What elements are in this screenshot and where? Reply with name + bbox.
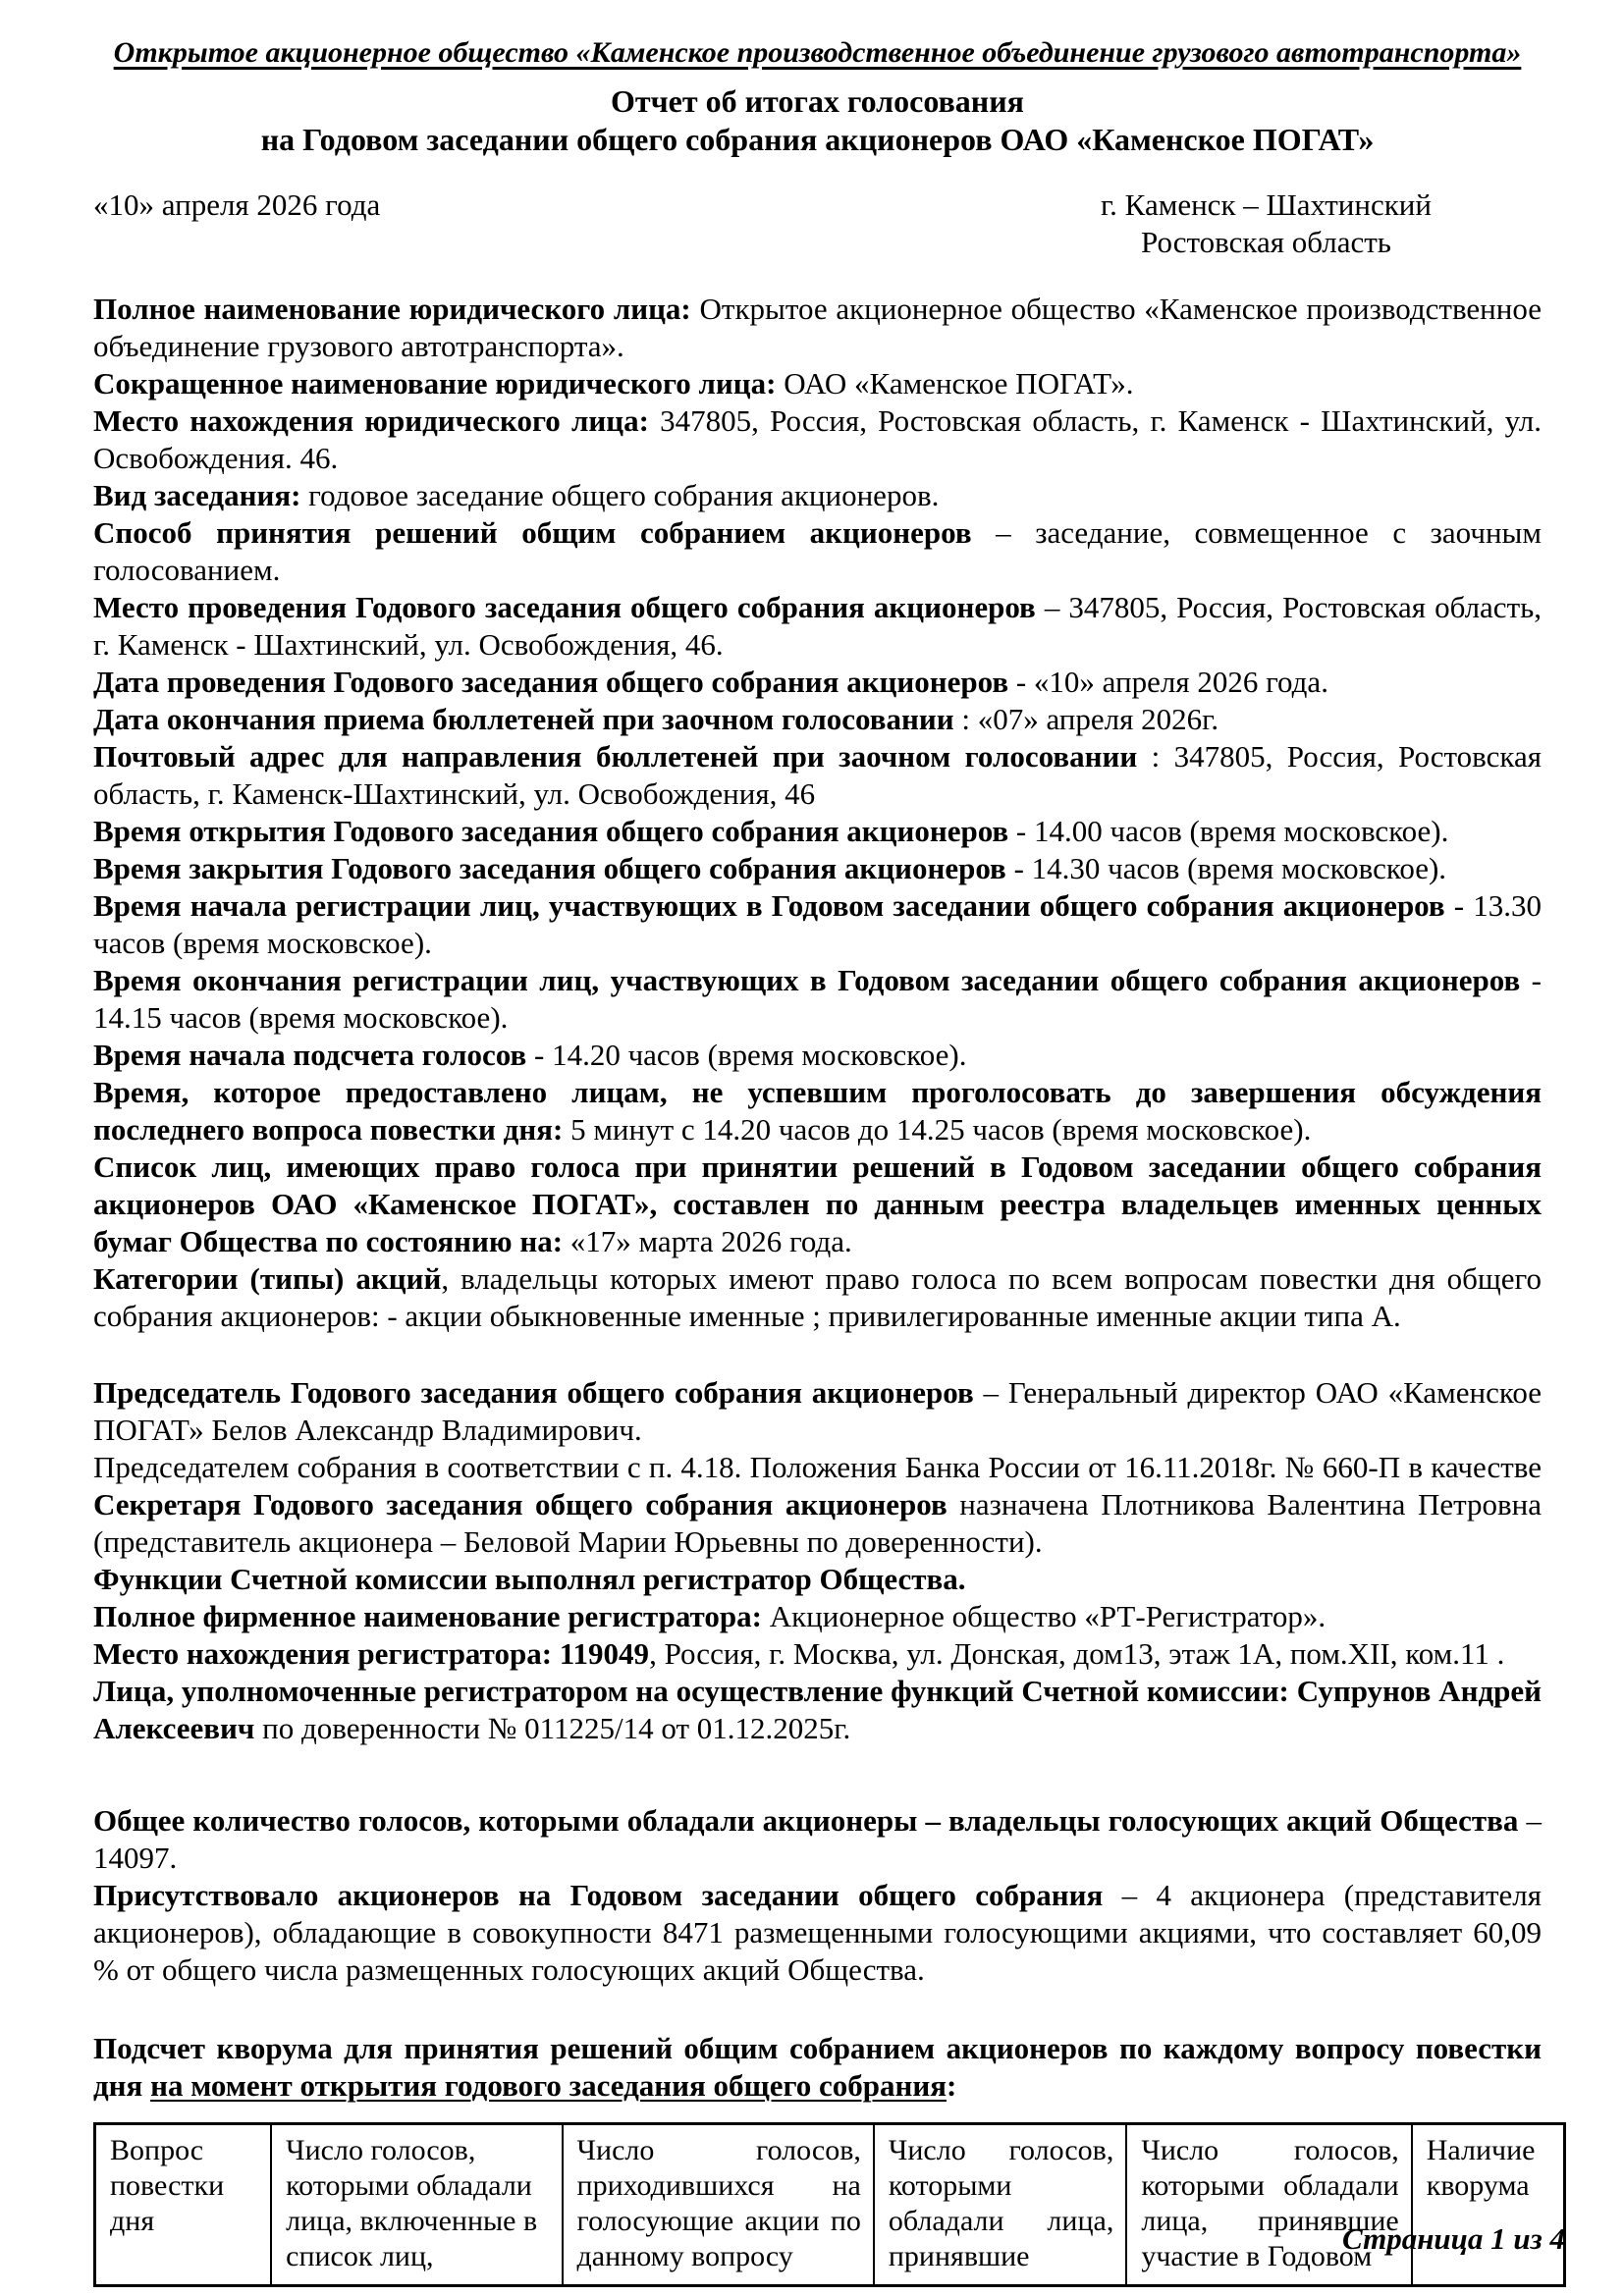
text-segment: Секретаря Годового заседания общего собрания акционеров bbox=[93, 1487, 947, 1522]
document-title-line2: на Годовом заседании общего собрания акционеров ОАО «Каменское ПОГАТ» bbox=[260, 122, 1375, 157]
paragraph bbox=[93, 477, 1542, 514]
text-segment: на момент открытия годового заседания общего собрания bbox=[150, 2068, 947, 2103]
paragraph bbox=[93, 589, 1542, 664]
text-segment: Общее количество голосов, которыми обладали акционеры – владельцы голосующих акций Общества bbox=[93, 1803, 1519, 1838]
document-org-header bbox=[93, 33, 1542, 73]
paragraph bbox=[93, 1260, 1542, 1335]
text-segment: Открытое акционерное общество «Каменское производственное объединение грузового автотранспорта». bbox=[93, 292, 1542, 363]
paragraph bbox=[93, 1449, 1542, 1561]
paragraph bbox=[93, 962, 1542, 1037]
paragraph bbox=[93, 1037, 1542, 1074]
paragraph bbox=[93, 1374, 1542, 1449]
text-segment: по доверенности № 011225/14 от 01.12.2025г. bbox=[254, 1711, 851, 1745]
paragraph bbox=[93, 738, 1542, 813]
text-segment: Время закрытия Годового заседания общего собрания акционеров bbox=[93, 851, 1006, 885]
text-segment: Присутствовало акционеров на Годовом заседании общего собрания bbox=[93, 1878, 1104, 1912]
text-segment: - 14.00 часов (время московское). bbox=[1008, 814, 1449, 848]
date-place-row bbox=[93, 187, 1542, 261]
text-segment: - 13.30 часов (время московское). bbox=[93, 888, 1542, 960]
text-segment: : 347805, Россия, Ростовская область, г. Каменск-Шахтинский, ул. Освобождения, 46 bbox=[93, 739, 1542, 811]
text-segment: Время окончания регистрации лиц, участвующих в Годовом заседании общего собрания акционеров bbox=[93, 963, 1521, 997]
text-segment: – 4 акционера (представителя акционеров), обладающие в совокупности 8471 размещенными голосующими акциями, что составляет 60,09 % от общего числа размещенных голосующих акций Общества. bbox=[93, 1878, 1542, 1987]
text-segment: Вид заседания: bbox=[93, 478, 301, 512]
text-segment: назначена Плотникова Валентина Петровна (представитель акционера – Беловой Марии Юрьевны по доверенности). bbox=[93, 1487, 1543, 1559]
text-segment: Место нахождения регистратора: 119049 bbox=[93, 1636, 650, 1671]
paragraph bbox=[93, 365, 1542, 402]
text-segment: - «10» апреля 2026 года. bbox=[1008, 665, 1328, 699]
text-segment: Способ принятия решений общим собранием акционеров bbox=[93, 515, 972, 550]
paragraph bbox=[93, 1802, 1542, 1877]
paragraph bbox=[93, 1074, 1542, 1148]
text-segment: , владельцы которых имеют право голоса по всем вопросам повестки дня общего собрания акционеров: - акции обыкновенные именные ; привилегированные именные акции типа А. bbox=[93, 1261, 1542, 1333]
text-segment: Сокращенное наименование юридического лица: bbox=[93, 366, 777, 400]
text-segment: – Генеральный директор ОАО «Каменское ПОГАТ» Белов Александр Владимирович. bbox=[93, 1375, 1542, 1447]
table-header-cell: Число голосов, которыми обладали лица, принявшие bbox=[874, 2124, 1126, 2286]
text-segment: Полное наименование юридического лица: bbox=[93, 292, 691, 326]
text-segment: - 14.15 часов (время московское). bbox=[93, 963, 1543, 1035]
paragraph bbox=[93, 2030, 1542, 2105]
text-segment: Функции Счетной комиссии выполнял регистратор Общества. bbox=[93, 1562, 966, 1596]
text-segment: «17» марта 2026 года. bbox=[563, 1224, 852, 1258]
document-title-line1: Отчет об итогах голосования bbox=[611, 83, 1024, 119]
text-segment: : bbox=[947, 2068, 957, 2103]
table-header-cell: Вопрос повестки дня bbox=[95, 2124, 272, 2286]
quorum-table bbox=[93, 2122, 1566, 2287]
text-segment: годовое заседание общего собрания акционеров. bbox=[300, 478, 940, 512]
table-header-cell: Наличие кворума bbox=[1412, 2124, 1565, 2286]
text-segment: : «07» апреля 2026г. bbox=[953, 702, 1219, 736]
paragraph bbox=[93, 887, 1542, 962]
text-segment: Полное фирменное наименование регистратора: bbox=[93, 1599, 762, 1633]
text-segment: Время открытия Годового заседания общего собрания акционеров bbox=[93, 814, 1009, 848]
place-region: Ростовская область bbox=[1141, 225, 1391, 259]
text-segment: Лица, уполномоченные регистратором на осуществление функций Счетной комиссии: Супрунов Андрей Алексеевич bbox=[93, 1674, 1542, 1745]
text-segment: Место нахождения юридического лица: bbox=[93, 403, 649, 438]
paragraph bbox=[93, 850, 1542, 887]
text-segment: Председателем собрания в соответствии с п. 4.18. Положения Банка России от 16.11.2018г. № 660-П в качестве bbox=[93, 1450, 1542, 1484]
text-segment: Подсчет кворума для принятия решений общим собранием акционеров по каждому вопросу повестки дня bbox=[93, 2031, 1542, 2103]
paragraph bbox=[93, 1561, 1542, 1598]
page-footer: Страница 1 из 4 bbox=[1341, 2221, 1565, 2256]
text-segment: Время, которое предоставлено лицам, не успевшим проголосовать до завершения обсуждения последнего вопроса повестки дня: bbox=[93, 1075, 1542, 1147]
paragraph bbox=[93, 1635, 1542, 1673]
document-place bbox=[1101, 187, 1432, 261]
text-segment: – заседание, совмещенное с заочным голосованием. bbox=[93, 515, 1542, 587]
text-segment: Список лиц, имеющих право голоса при принятии решений в Годовом заседании общего собрания акционеров ОАО «Каменское ПОГАТ», составлен по данным реестра владельцев именных ценных бумаг Общества по состоянию на: bbox=[93, 1149, 1542, 1258]
paragraph bbox=[93, 1598, 1542, 1635]
table-header-cell: Число голосов, которыми обладали лица, включенные в список лиц, bbox=[271, 2124, 562, 2286]
text-segment: Время начала подсчета голосов bbox=[93, 1038, 527, 1072]
text-segment: 347805, Россия, Ростовская область, г. Каменск - Шахтинский, ул. Освобождения. 46. bbox=[93, 403, 1542, 475]
text-segment: Время начала регистрации лиц, участвующих в Годовом заседании общего собрания акционеров bbox=[93, 888, 1445, 923]
paragraph bbox=[93, 402, 1542, 477]
text-segment: Дата проведения Годового заседания общего собрания акционеров bbox=[93, 665, 1009, 699]
paragraph bbox=[93, 813, 1542, 850]
text-segment: Почтовый адрес для направления бюллетеней при заочном голосовании bbox=[93, 739, 1138, 774]
text-segment: – 14097. bbox=[93, 1803, 1542, 1875]
text-segment: - 14.30 часов (время московское). bbox=[1005, 851, 1447, 885]
text-segment: Дата окончания приема бюллетеней при заочном голосовании bbox=[93, 702, 954, 736]
text-segment: Категории (типы) акций bbox=[93, 1261, 442, 1296]
place-city: г. Каменск – Шахтинский bbox=[1100, 187, 1432, 222]
text-segment: ОАО «Каменское ПОГАТ». bbox=[776, 366, 1134, 400]
text-segment: Акционерное общество «РТ-Регистратор». bbox=[761, 1599, 1326, 1633]
paragraph bbox=[93, 291, 1542, 365]
table-header-cell: Число голосов, приходившихся на голосующие акции по данному вопросу bbox=[563, 2124, 874, 2286]
quorum-table-header-row bbox=[95, 2124, 1565, 2286]
text-segment: Место проведения Годового заседания общего собрания акционеров bbox=[93, 590, 1036, 624]
text-segment: - 14.20 часов (время московское). bbox=[526, 1038, 967, 1072]
table-header-cell: Число голосов, которыми обладали лица, принявшие участие в Годовом bbox=[1126, 2124, 1411, 2286]
text-segment: – 347805, Россия, Ростовская область, г. Каменск - Шахтинский, ул. Освобождения, 46. bbox=[93, 590, 1542, 662]
text-segment: 5 минут с 14.20 часов до 14.25 часов (время московское). bbox=[563, 1112, 1312, 1147]
paragraph bbox=[93, 1877, 1542, 1989]
paragraph bbox=[93, 1673, 1542, 1747]
paragraph bbox=[93, 701, 1542, 738]
paragraphs bbox=[93, 291, 1542, 2105]
text-segment: Председатель Годового заседания общего собрания акционеров bbox=[93, 1375, 974, 1410]
text-segment: , Россия, г. Москва, ул. Донская, дом13, этаж 1А, пом.XII, ком.11 . bbox=[649, 1636, 1505, 1671]
document-date: «10» апреля 2026 года bbox=[93, 187, 381, 222]
paragraph bbox=[93, 664, 1542, 701]
org-header-text: Открытое акционерное общество «Каменское производственное объединение грузового автотранспорта» bbox=[113, 36, 1522, 69]
paragraph bbox=[93, 514, 1542, 589]
paragraph bbox=[93, 1148, 1542, 1260]
